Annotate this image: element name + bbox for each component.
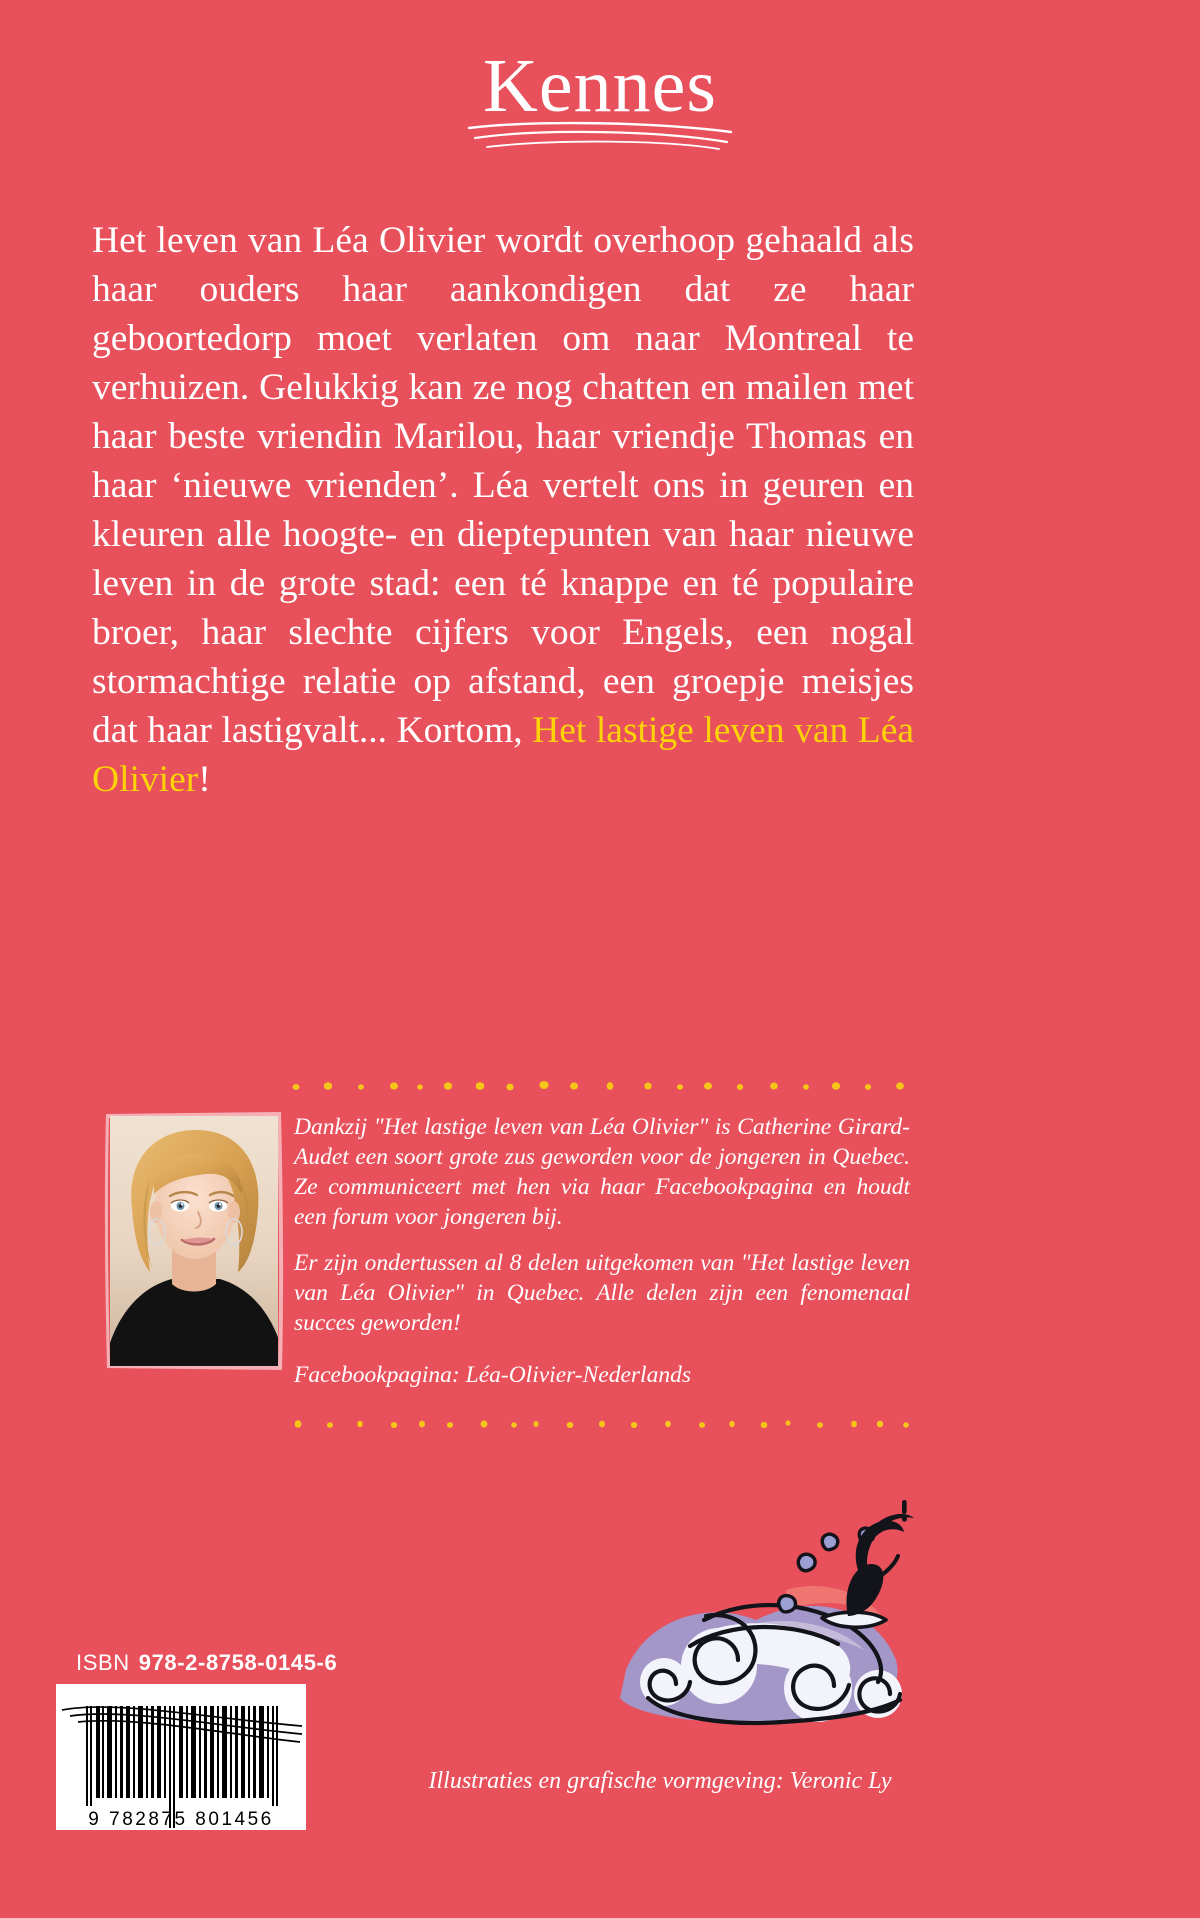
blurb-body-before: Het leven van Léa Olivier wordt overhoop gehaald als haar ouders haar aankondigen dat ze haar geboortedorp moet verlaten om naar Montreal te verhuizen. Gelukkig kan ze nog chatten en mailen met haar beste vriendin Marilou, haar vriendje Thomas en haar ‘nieuwe vrienden’. Léa vertelt ons in geuren en kleuren alle hoogte- en dieptepunten van haar nieuwe leven in de grote stad: een té knappe en té populaire broer, haar slechte cijfers voor Engels, een nogal stormachtige relatie op afstand, een groepje meisjes dat haar lastigvalt... Kortom, <box>92 220 914 751</box>
dotted-rule-bottom <box>288 1416 914 1432</box>
isbn-line <box>76 1650 337 1676</box>
author-bio-text <box>288 1094 914 1390</box>
blurb-body-after: ! <box>198 759 211 800</box>
illustration-credit-text: Illustraties en grafische vormgeving: Veronic Ly <box>428 1768 892 1794</box>
isbn-number: 978-2-8758-0145-6 <box>138 1650 338 1675</box>
isbn-label-text: ISBN <box>76 1650 130 1675</box>
logo-wave-decoration <box>465 118 735 152</box>
back-cover-blurb <box>92 216 914 804</box>
barcode-digits: 9 782875 801456 <box>88 1809 274 1830</box>
isbn-barcode <box>56 1684 306 1830</box>
bio-facebook-line: Facebookpagina: Léa-Olivier-Nederlands <box>294 1362 691 1388</box>
author-photo <box>100 1106 288 1372</box>
author-bio-panel <box>288 1078 914 1432</box>
illustration-credit <box>0 1768 1200 1795</box>
author-portrait-image <box>110 1116 278 1366</box>
dotted-rule-top <box>288 1078 914 1094</box>
publisher-logo <box>0 44 1200 152</box>
wave-illustration <box>586 1470 916 1740</box>
bio-paragraph-1: Dankzij "Het lastige leven van Léa Olivier" is Catherine Girard-Audet een soort grote zus geworden voor de jongeren in Quebec. Ze communiceert met hen via haar Facebookpagina en houdt een forum voor jongeren bij. <box>294 1114 910 1230</box>
blurb-title-highlight: Het lastige leven van Léa Olivier <box>92 710 914 800</box>
publisher-logo-text: Kennes <box>483 44 717 128</box>
bio-paragraph-2: Er zijn ondertussen al 8 delen uitgekomen van "Het lastige leven van Léa Olivier" in Quebec. Alle delen zijn een fenomenaal succes geworden! <box>294 1250 910 1336</box>
